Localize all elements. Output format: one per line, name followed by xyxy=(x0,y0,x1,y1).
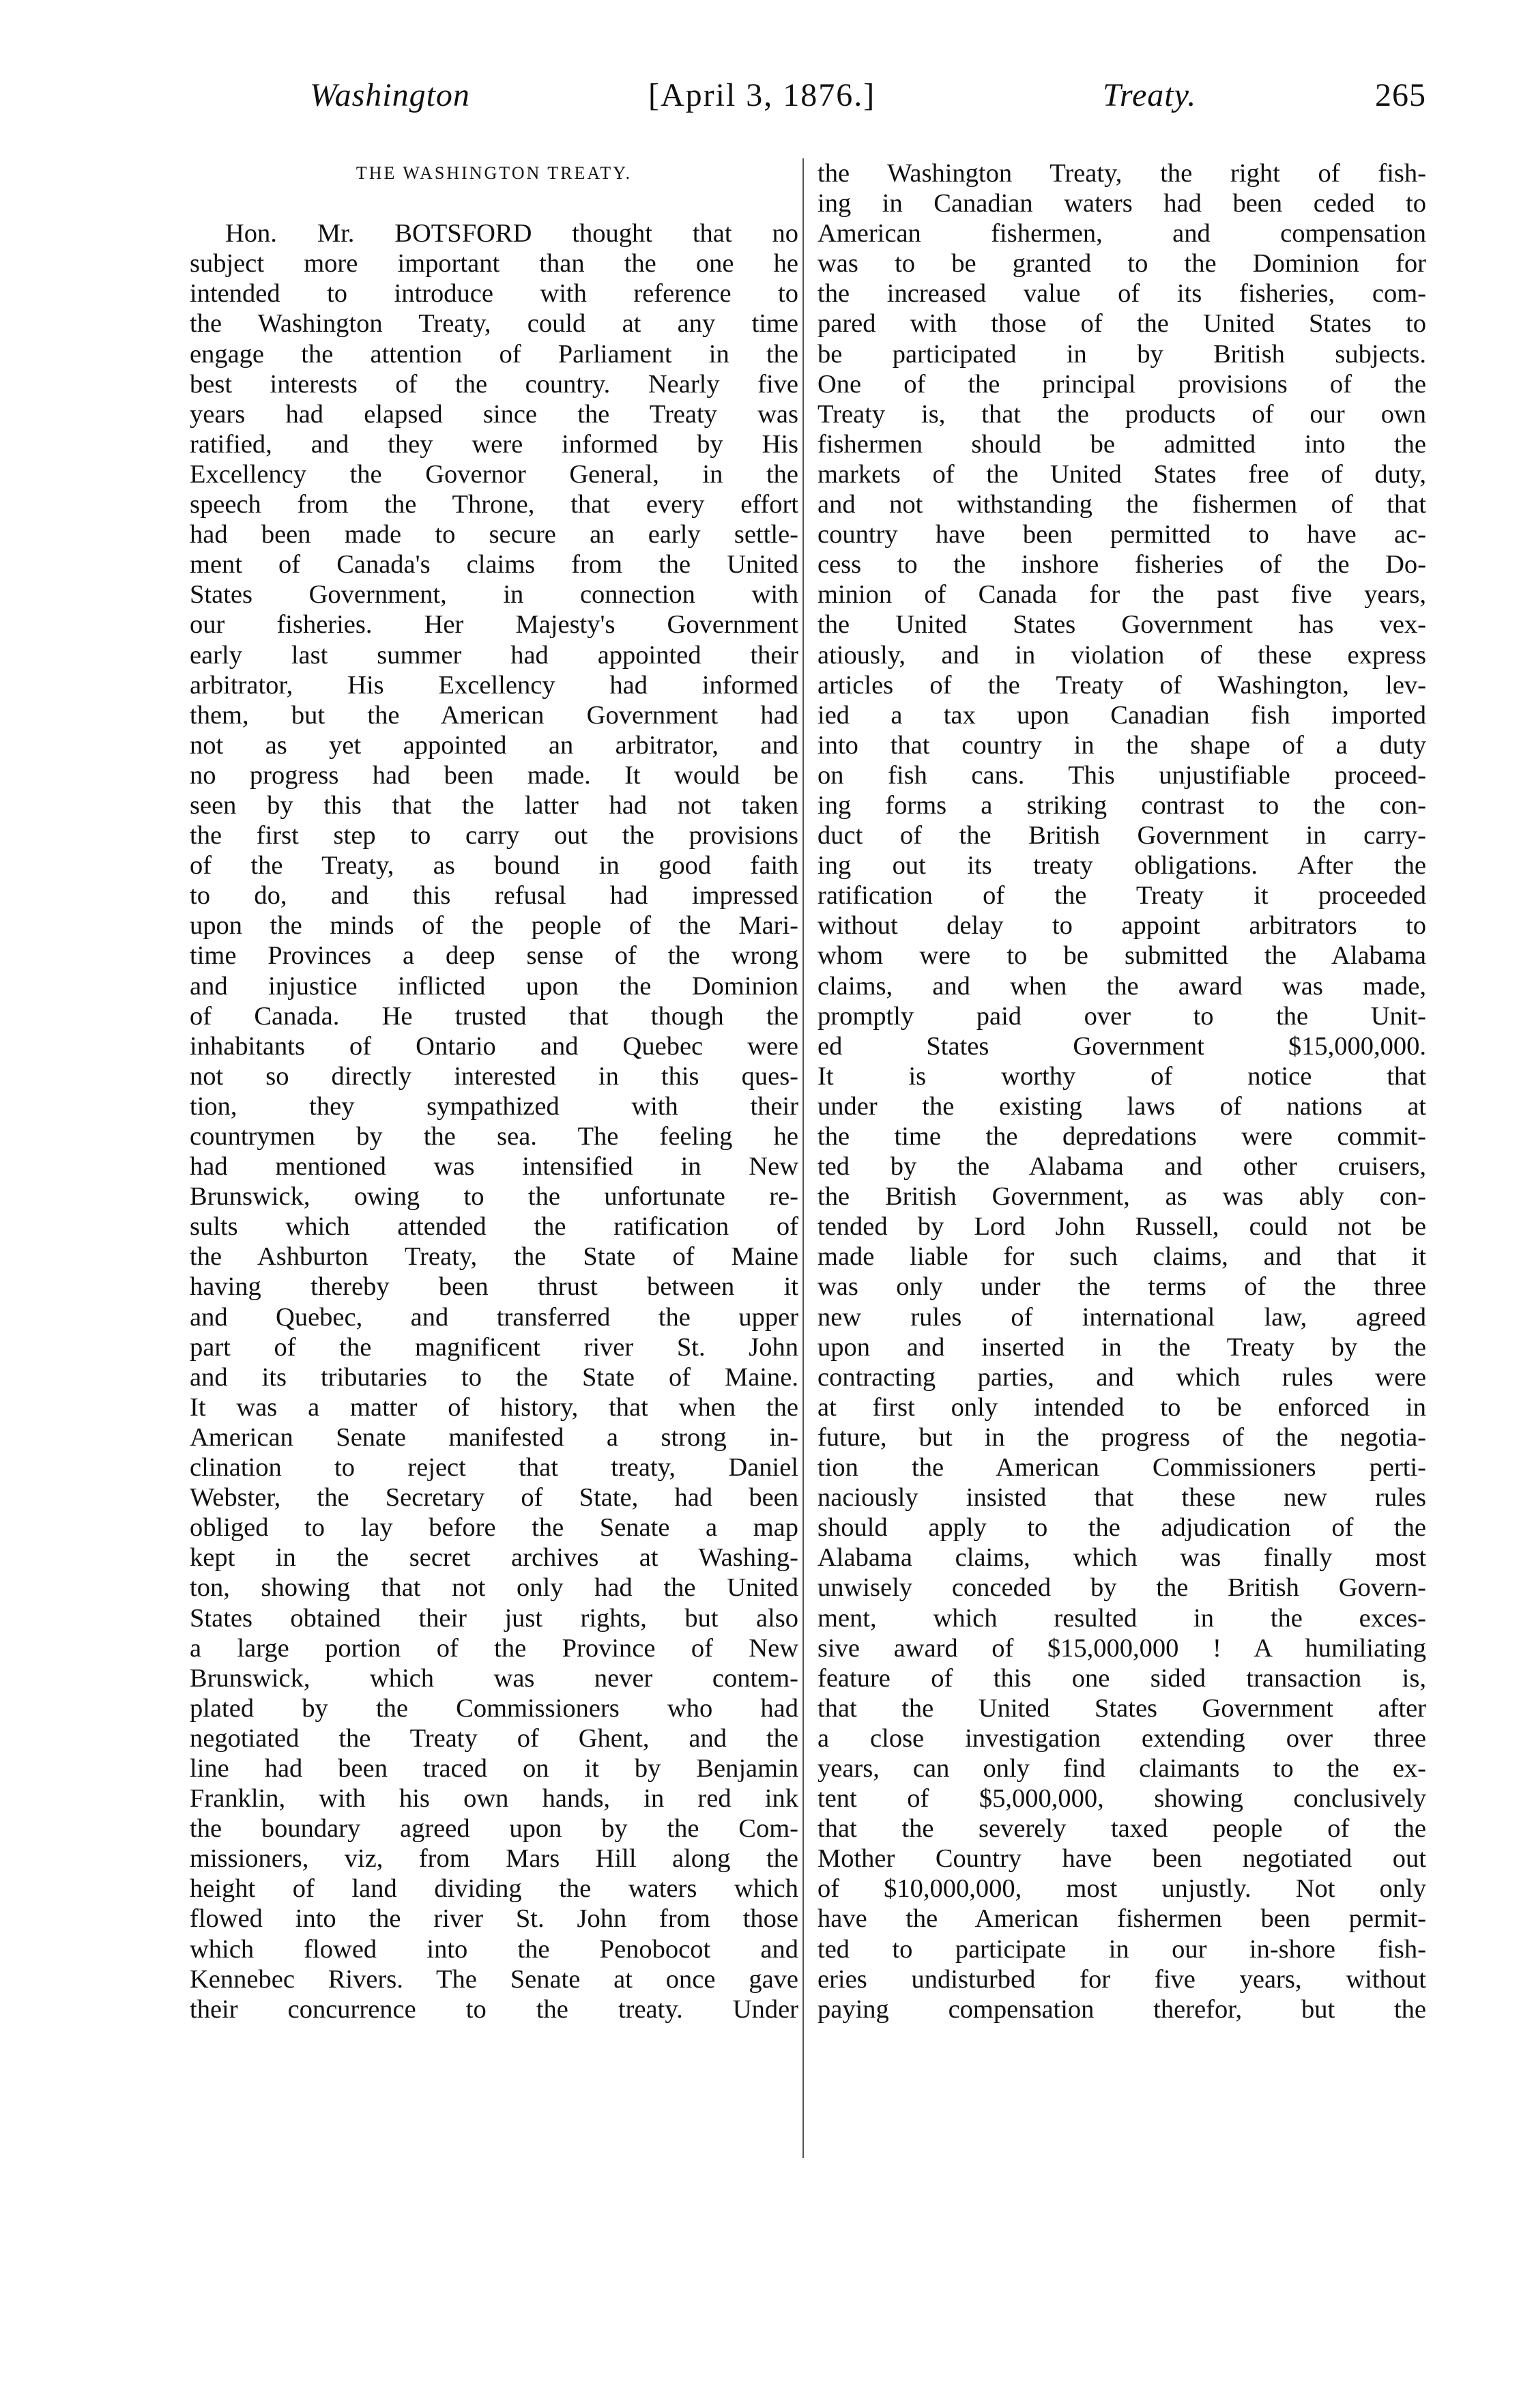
text-line: the Washington Treaty, could at any time xyxy=(190,309,798,339)
text-line: of the Treaty, as bound in good faith xyxy=(190,851,798,880)
text-line: the Washington Treaty, the right of fish- xyxy=(817,159,1426,188)
text-line: whom were to be submitted the Alabama xyxy=(817,941,1426,971)
text-line: was to be granted to the Dominion for xyxy=(817,249,1426,278)
text-line: ratified, and they were informed by His xyxy=(190,429,798,459)
text-line: contracting parties, and which rules were xyxy=(817,1362,1426,1392)
text-line: Brunswick, owing to the unfortunate re- xyxy=(190,1182,798,1212)
text-line: States Government, in connection with xyxy=(190,580,798,610)
text-line: have the American fishermen been permit- xyxy=(817,1904,1426,1934)
text-line: ing in Canadian waters had been ceded to xyxy=(817,189,1426,218)
text-line: promptly paid over to the Unit- xyxy=(817,1001,1426,1031)
text-line: atiously, and in violation of these express xyxy=(817,640,1426,670)
text-line: not as yet appointed an arbitrator, and xyxy=(190,730,798,760)
text-line: a large portion of the Province of New xyxy=(190,1633,798,1663)
text-line: having thereby been thrust between it xyxy=(190,1272,798,1302)
text-line: One of the principal provisions of the xyxy=(817,369,1426,399)
text-line: the boundary agreed upon by the Com- xyxy=(190,1814,798,1844)
text-line: ment, which resulted in the exces- xyxy=(817,1603,1426,1633)
text-line: States obtained their just rights, but also xyxy=(190,1603,798,1633)
text-line: ton, showing that not only had the United xyxy=(190,1573,798,1603)
text-line: eries undisturbed for five years, without xyxy=(817,1964,1426,1994)
text-line: to do, and this refusal had impressed xyxy=(190,881,798,911)
text-line: under the existing laws of nations at xyxy=(817,1091,1426,1121)
text-line: tion, they sympathized with their xyxy=(190,1091,798,1121)
text-line: the increased value of its fisheries, com- xyxy=(817,279,1426,309)
text-line: It was a matter of history, that when the xyxy=(190,1392,798,1422)
text-line: obliged to lay before the Senate a map xyxy=(190,1513,798,1543)
text-line: ing forms a striking contrast to the con- xyxy=(817,790,1426,820)
text-line: kept in the secret archives at Washing- xyxy=(190,1543,798,1573)
text-line: into that country in the shape of a duty xyxy=(817,730,1426,760)
text-line: part of the magnificent river St. John xyxy=(190,1332,798,1362)
text-line: tion the American Commissioners perti- xyxy=(817,1453,1426,1482)
text-line: line had been traced on it by Benjamin xyxy=(190,1753,798,1783)
text-line: engage the attention of Parliament in the xyxy=(190,339,798,369)
text-line: height of land dividing the waters which xyxy=(190,1874,798,1904)
text-line: future, but in the progress of the negotia- xyxy=(817,1422,1426,1452)
text-line: ted by the Alabama and other cruisers, xyxy=(817,1152,1426,1181)
text-line: was only under the terms of the three xyxy=(817,1272,1426,1302)
text-line: markets of the United States free of duty, xyxy=(817,459,1426,489)
text-line: feature of this one sided transaction is, xyxy=(817,1663,1426,1693)
text-line: paying compensation therefor, but the xyxy=(817,1994,1426,2024)
text-line: tended by Lord John Russell, could not be xyxy=(817,1212,1426,1242)
header-right-title: Treaty. xyxy=(1103,77,1197,113)
text-line: no progress had been made. It would be xyxy=(190,760,798,790)
text-line: a close investigation extending over three xyxy=(817,1723,1426,1753)
text-line: that the severely taxed people of the xyxy=(817,1814,1426,1844)
text-line: fishermen should be admitted into the xyxy=(817,429,1426,459)
text-line: plated by the Commissioners who had xyxy=(190,1693,798,1723)
text-line: claims, and when the award was made, xyxy=(817,971,1426,1001)
text-line: them, but the American Government had xyxy=(190,700,798,730)
right-column xyxy=(817,158,1426,2024)
text-line: should apply to the adjudication of the xyxy=(817,1513,1426,1543)
text-line: pared with those of the United States to xyxy=(817,309,1426,339)
text-line: on fish cans. This unjustifiable proceed- xyxy=(817,760,1426,790)
text-line: ment of Canada's claims from the United xyxy=(190,550,798,579)
text-line: the United States Government has vex- xyxy=(817,610,1426,640)
text-line: American fishermen, and compensation xyxy=(817,219,1426,248)
text-line: intended to introduce with reference to xyxy=(190,279,798,309)
text-line: minion of Canada for the past five years, xyxy=(817,580,1426,610)
text-line: Webster, the Secretary of State, had been xyxy=(190,1483,798,1513)
section-title: THE WASHINGTON TREATY. xyxy=(356,163,633,183)
text-line: sive award of $15,000,000 ! A humiliating xyxy=(817,1633,1426,1663)
text-line: ratification of the Treaty it proceeded xyxy=(817,881,1426,911)
text-line: Mother Country have been negotiated out xyxy=(817,1844,1426,1874)
text-line: the Ashburton Treaty, the State of Maine xyxy=(190,1242,798,1272)
text-line: Treaty is, that the products of our own xyxy=(817,399,1426,429)
text-line: Kennebec Rivers. The Senate at once gave xyxy=(190,1964,798,1994)
text-line: subject more important than the one he xyxy=(190,249,798,278)
text-line: be participated in by British subjects. xyxy=(817,339,1426,369)
text-line: Alabama claims, which was finally most xyxy=(817,1543,1426,1573)
left-column xyxy=(190,158,798,2024)
text-line: ing out its treaty obligations. After the xyxy=(817,851,1426,880)
text-line: years, can only find claimants to the ex- xyxy=(817,1753,1426,1783)
text-line: seen by this that the latter had not taken xyxy=(190,790,798,820)
text-line: flowed into the river St. John from those xyxy=(190,1904,798,1934)
text-line: Excellency the Governor General, in the xyxy=(190,459,798,489)
text-line: It is worthy of notice that xyxy=(817,1061,1426,1091)
header-left-title: Washington xyxy=(310,77,470,113)
page-number: 265 xyxy=(1375,77,1426,113)
text-line: clination to reject that treaty, Daniel xyxy=(190,1453,798,1482)
text-line: at first only intended to be enforced in xyxy=(817,1392,1426,1422)
text-line: not so directly interested in this ques- xyxy=(190,1061,798,1091)
text-line: the time the depredations were commit- xyxy=(817,1122,1426,1151)
text-line: that the United States Government after xyxy=(817,1693,1426,1723)
text-line: naciously insisted that these new rules xyxy=(817,1483,1426,1513)
text-line: duct of the British Government in carry- xyxy=(817,821,1426,850)
text-line: our fisheries. Her Majesty's Government xyxy=(190,610,798,640)
text-line: without delay to appoint arbitrators to xyxy=(817,911,1426,941)
text-line: new rules of international law, agreed xyxy=(817,1302,1426,1332)
text-line: and injustice inflicted upon the Dominion xyxy=(190,971,798,1001)
text-line: articles of the Treaty of Washington, lev- xyxy=(817,670,1426,700)
text-line: and Quebec, and transferred the upper xyxy=(190,1302,798,1332)
text-line: Brunswick, which was never contem- xyxy=(190,1663,798,1693)
text-line: made liable for such claims, and that it xyxy=(817,1242,1426,1272)
text-line: missioners, viz, from Mars Hill along the xyxy=(190,1844,798,1874)
text-line: American Senate manifested a strong in- xyxy=(190,1422,798,1452)
text-line: had been made to secure an early settle- xyxy=(190,520,798,549)
text-line: tent of $5,000,000, showing conclusively xyxy=(817,1784,1426,1814)
text-line: arbitrator, His Excellency had informed xyxy=(190,670,798,700)
text-line: time Provinces a deep sense of the wrong xyxy=(190,941,798,971)
text-line: the British Government, as was ably con- xyxy=(817,1182,1426,1212)
text-line: which flowed into the Penobocot and xyxy=(190,1934,798,1964)
text-line: and its tributaries to the State of Maine. xyxy=(190,1362,798,1392)
text-line: best interests of the country. Nearly five xyxy=(190,369,798,399)
text-line: the first step to carry out the provisions xyxy=(190,821,798,850)
text-line: country have been permitted to have ac- xyxy=(817,520,1426,549)
text-line: years had elapsed since the Treaty was xyxy=(190,399,798,429)
text-line: inhabitants of Ontario and Quebec were xyxy=(190,1031,798,1061)
text-line: unwisely conceded by the British Govern- xyxy=(817,1573,1426,1603)
text-line: speech from the Throne, that every effort xyxy=(190,490,798,519)
text-line: ed States Government $15,000,000. xyxy=(817,1031,1426,1061)
text-line: early last summer had appointed their xyxy=(190,640,798,670)
running-header xyxy=(177,76,1426,124)
text-line: of Canada. He trusted that though the xyxy=(190,1001,798,1031)
text-line: ted to participate in our in-shore fish- xyxy=(817,1934,1426,1964)
text-line: and not withstanding the fishermen of that xyxy=(817,490,1426,519)
text-line: sults which attended the ratification of xyxy=(190,1212,798,1242)
text-line: Franklin, with his own hands, in red ink xyxy=(190,1784,798,1814)
column-divider xyxy=(802,158,804,2158)
text-line: negotiated the Treaty of Ghent, and the xyxy=(190,1723,798,1753)
text-line: upon and inserted in the Treaty by the xyxy=(817,1332,1426,1362)
text-line: had mentioned was intensified in New xyxy=(190,1152,798,1181)
text-line: cess to the inshore fisheries of the Do- xyxy=(817,550,1426,579)
text-line: upon the minds of the people of the Mari- xyxy=(190,911,798,941)
text-line: countrymen by the sea. The feeling he xyxy=(190,1122,798,1151)
text-line: of $10,000,000, most unjustly. Not only xyxy=(817,1874,1426,1904)
text-line: their concurrence to the treaty. Under xyxy=(190,1994,798,2024)
header-date: [April 3, 1876.] xyxy=(648,77,876,113)
text-line: Hon. Mr. BOTSFORD thought that no xyxy=(225,219,798,248)
text-line: ied a tax upon Canadian fish imported xyxy=(817,700,1426,730)
